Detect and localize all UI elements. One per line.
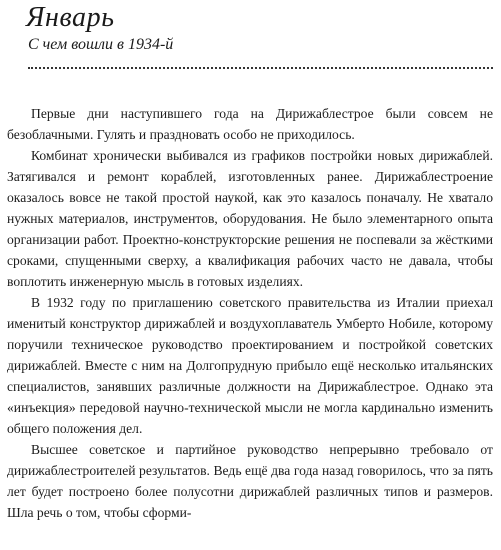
paragraph: Комбинат хронически выбивался из графиков постройки новых дирижаблей. Затягивался и ремонт кораблей, изготовленных ранее. Дирижаблестроение оказалось вовсе не такой простой наукой, как это казалось поначалу. Не хватало нужных материалов, инструментов, оборудования. Не было элементарного опыта организации работ. Проектно-конструкторские решения не поспевали за жёсткими сроками, спущенными сверху, а квалификация рабочих часто не давала, чтобы воплотить инженерную мысль в готовых изделиях. <box>7 148 493 289</box>
chapter-subtitle: С чем вошли в 1934-й <box>28 36 174 53</box>
paragraph: В 1932 году по приглашению советского правительства из Италии приехал именитый конструктор дирижаблей и воздухоплаватель Умберто Нобиле, которому поручили техническое руководство проектированием и постройкой советских дирижаблей. Вместе с ним на Долгопрудную прибыло ещё несколько итальянских специалистов, занявших различные должности на Дирижаблестрое. Однако эта «инъекция» передовой научно-технической мысли не могла кардинально изменить общего положения дел. <box>7 295 493 436</box>
paragraph: Первые дни наступившего года на Дирижаблестрое были совсем не безоблачными. Гулять и праздновать особо не приходилось. <box>7 106 493 142</box>
chapter-title: Январь <box>26 2 115 33</box>
dotted-divider <box>28 67 493 69</box>
paragraph: Высшее советское и партийное руководство непрерывно требовало от дирижаблестроителей результатов. Ведь ещё два года назад говорилось, что за пять лет будет построено более полусотни дирижаблей различных типов и размеров. Шла речь о том, чтобы сформи- <box>7 442 493 520</box>
body-text <box>7 103 493 523</box>
